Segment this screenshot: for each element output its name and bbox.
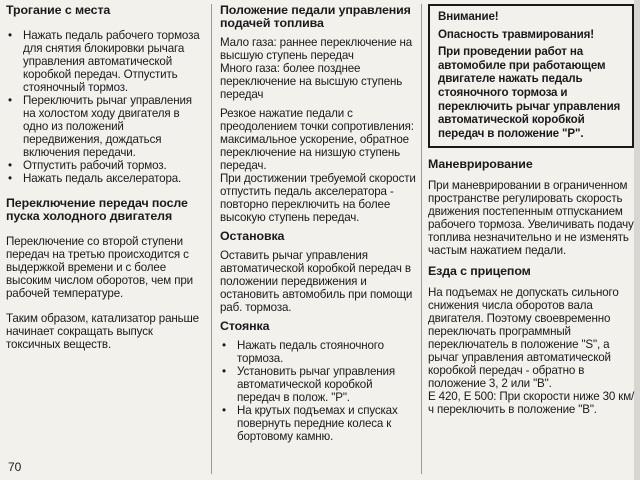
paragraph: Таким образом, катализатор раньше начинает сокращать выпуск токсичных веществ. bbox=[6, 312, 199, 351]
list-item: • На крутых подъемах и спусках повернуть передние колеса к бортовому камню. bbox=[220, 404, 416, 443]
heading-cold-engine-shifting: Переключение передач после пуска холодного двигателя bbox=[6, 196, 188, 223]
paragraph: При маневрировании в ограниченном пространстве регулировать скорость движения постепенным отпусканием рабочего тормоза. Увеличивать подачу топлива незначительно и не изменять частым нажатием педали. bbox=[428, 179, 634, 258]
column-right bbox=[428, 4, 636, 416]
paragraph: Резкое нажатие педали с преодолением точки сопротивления: максимальное ускорение, обратное переключение на низшую ступень передач. bbox=[220, 107, 414, 172]
starting-off-list bbox=[6, 29, 206, 185]
list-item: • Отпустить рабочий тормоз. bbox=[6, 159, 206, 172]
list-item: • Нажать педаль акселератора. bbox=[6, 172, 206, 185]
column-left bbox=[6, 4, 206, 351]
parking-list bbox=[220, 339, 416, 443]
column-divider-2 bbox=[421, 4, 422, 474]
heading-maneuvering: Маневрирование bbox=[428, 157, 533, 172]
paragraph: Переключение со второй ступени передач на третью происходится с выдержкой времени и с более высоким числом оборотов, чем при рабочей температуре. bbox=[6, 235, 193, 300]
heading-stopping: Остановка bbox=[220, 229, 285, 243]
heading-parking: Стоянка bbox=[220, 319, 270, 333]
page-number: 70 bbox=[8, 460, 22, 474]
list-item: • Нажать педаль стояночного тормоза. bbox=[220, 339, 416, 365]
heading-trailer: Езда с прицепом bbox=[428, 264, 531, 279]
warning-subtitle: Опасность травмирования! bbox=[438, 27, 594, 41]
heading-pedal-position: Положение педали управления подачей топлива bbox=[220, 3, 411, 30]
list-item: • Установить рычаг управления автоматической коробкой передач в полож. "Р". bbox=[220, 365, 416, 404]
warning-box bbox=[428, 4, 634, 148]
paragraph: Мало газа: раннее переключение на высшую ступень передач bbox=[220, 36, 413, 62]
warning-title: Внимание! bbox=[438, 10, 499, 23]
heading-starting-off: Трогание с места bbox=[6, 3, 111, 17]
warning-text: При проведении работ на автомобиле при работающем двигателе нажать педаль стояночного тормоза и переключить рычаг управления автоматической коробкой передач в положение "Р". bbox=[438, 45, 621, 140]
list-item: • Нажать педаль рабочего тормоза для снятия блокировки рычага управления автоматической коробкой передач. Отпустить стояночный тормоз. bbox=[6, 29, 206, 94]
paragraph: Оставить рычаг управления автоматической коробкой передач в положении передвижения и остановить автомобиль при помощи раб. тормоза. bbox=[220, 249, 413, 314]
paragraph: На подъемах не допускать сильного снижения числа оборотов вала двигателя. Поэтому своевременно переключать программный переключатель в положение "S", а рычаг управления автоматической коробкой передач - обратно в положение 3, 2 или "В". bbox=[428, 286, 619, 391]
column-middle bbox=[220, 4, 416, 443]
paragraph: Много газа: более позднее переключение на высшую ступень передач bbox=[220, 62, 403, 101]
paragraph: Е 420, Е 500: При скорости ниже 30 км/ч переключить в положение "В". bbox=[428, 390, 635, 417]
list-item: • Переключить рычаг управления на холостом ходу двигателя в одно из положений передвижения, дождаться включения передачи. bbox=[6, 94, 206, 159]
column-divider-1 bbox=[211, 4, 212, 474]
paragraph: При достижении требуемой скорости отпустить педаль акселератора - повторно переключить на более высокую ступень передач. bbox=[220, 172, 416, 224]
